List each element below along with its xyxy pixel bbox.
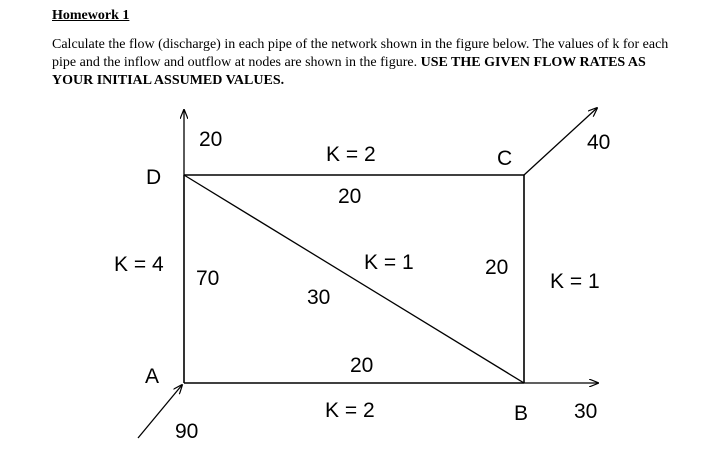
inflow-a-value: 90: [175, 420, 199, 443]
problem-instructions: Calculate the flow (discharge) in each pipe of the network shown in the figure below. The values of k for each pipe and the inflow and outflow at nodes are shown in the figure.: [52, 37, 669, 70]
outflow-b-value: 30: [574, 400, 598, 423]
pipe-db-flow: 30: [307, 286, 331, 309]
pipe-ab-k: K = 2: [325, 399, 375, 422]
outflow-d-value: 20: [199, 128, 223, 151]
node-label-a: A: [145, 365, 160, 388]
node-label-d: D: [146, 166, 162, 189]
pipe-ad-flow: 70: [196, 267, 220, 290]
node-label-b: B: [514, 402, 529, 425]
homework-title: Homework 1: [52, 8, 130, 23]
pipe-db-k: K = 1: [364, 251, 414, 274]
pipe-cb-k: K = 1: [550, 270, 600, 293]
outflow-c-value: 40: [587, 131, 611, 154]
pipe-ad-k: K = 4: [114, 253, 164, 276]
pipe-cb-flow: 20: [485, 256, 509, 279]
pipe-dc-k: K = 2: [326, 143, 376, 166]
node-label-c: C: [497, 147, 513, 170]
problem-emphasis: USE THE GIVEN FLOW RATES AS YOUR INITIAL ASSUMED VALUES.: [52, 55, 646, 88]
pipe-ab-flow: 20: [350, 354, 374, 377]
pipe-dc-flow: 20: [338, 185, 362, 208]
